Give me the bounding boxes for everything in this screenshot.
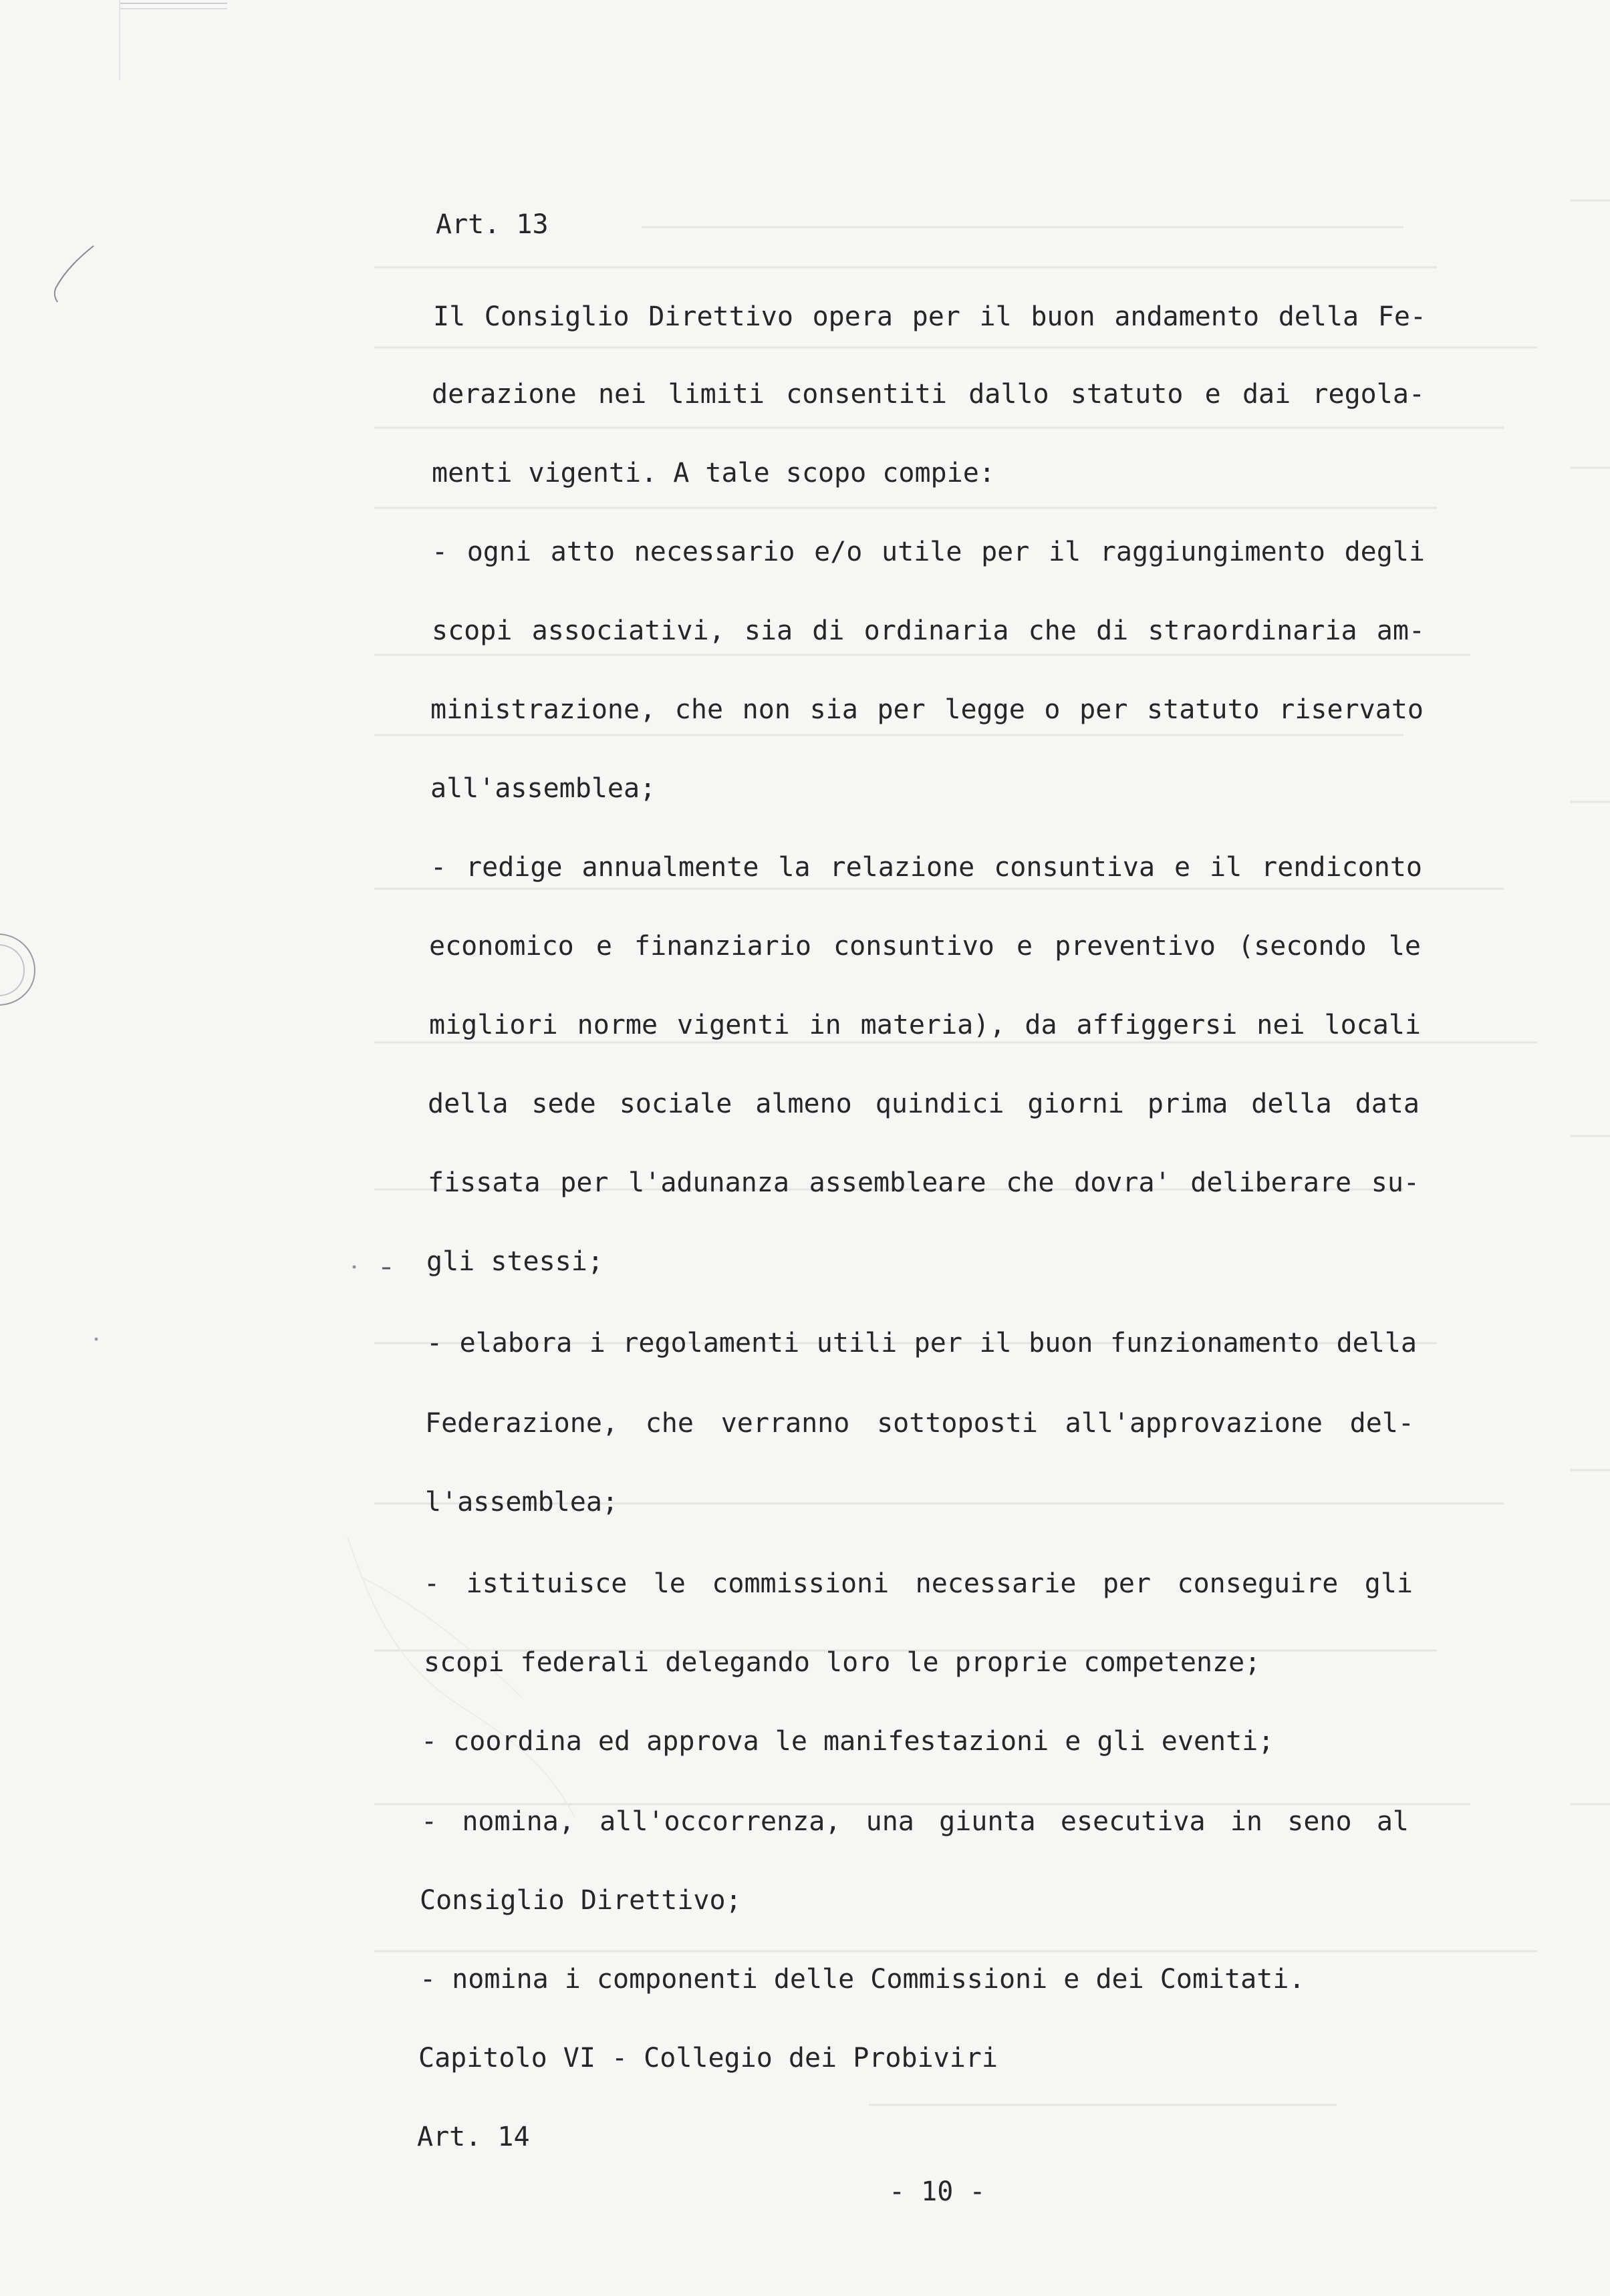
list-item-continuation: economico e finanziario consuntivo e preventivo (secondo le [429, 931, 1421, 962]
list-item-continuation: migliori norme vigenti in materia), da affiggersi nei locali [429, 1010, 1421, 1040]
list-item-continuation: scopi associativi, sia di ordinaria che di straordinaria am- [432, 615, 1425, 646]
list-item-continuation: Consiglio Direttivo; [420, 1885, 742, 1916]
list-item-continuation: Federazione, che verranno sottoposti all'approvazione del- [425, 1408, 1414, 1439]
list-item-continuation: all'assemblea; [430, 773, 656, 804]
list-item: - nomina i componenti delle Commissioni e dei Comitati. [420, 1964, 1305, 1995]
list-item-continuation: ministrazione, che non sia per legge o per statuto riservato [430, 694, 1424, 725]
list-item-continuation: scopi federali delegando loro le proprie competenze; [424, 1647, 1261, 1678]
margin-pen-mark [47, 241, 100, 307]
sheet-edge-vertical [119, 0, 120, 80]
chapter-heading: Capitolo VI - Collegio dei Probiviri [418, 2043, 998, 2073]
list-item-continuation: l'assemblea; [425, 1487, 618, 1518]
body-line: menti vigenti. A tale scopo compie: [432, 458, 995, 488]
list-item-continuation: gli stessi; [426, 1246, 603, 1277]
article-heading: Art. 14 [417, 2122, 530, 2152]
list-item: - istituisce le commissioni necessarie per conseguire gli [424, 1568, 1413, 1599]
binder-hole-mark [0, 922, 47, 1016]
sheet-edge-line [120, 3, 227, 4]
body-line: derazione nei limiti consentiti dallo statuto e dai regola- [432, 379, 1425, 410]
sheet-edge-line [120, 8, 227, 9]
margin-dot-mark [87, 1330, 107, 1350]
list-item: - nomina, all'occorrenza, una giunta esecutiva in seno al [421, 1806, 1409, 1837]
margin-dot-mark [348, 1256, 401, 1276]
list-item-continuation: della sede sociale almeno quindici giorni prima della data [428, 1089, 1420, 1119]
page-number: - 10 - [889, 2176, 986, 2207]
body-line: Il Consiglio Direttivo opera per il buon andamento della Fe- [433, 301, 1426, 332]
list-item: - elabora i regolamenti utili per il buon funzionamento della [426, 1328, 1417, 1358]
sheet-edges [0, 0, 241, 15]
article-heading: Art. 13 [436, 209, 549, 240]
list-item: - redige annualmente la relazione consuntiva e il rendiconto [430, 852, 1422, 883]
list-item: - ogni atto necessario e/o utile per il raggiungimento degli [432, 537, 1425, 567]
list-item: - coordina ed approva le manifestazioni e gli eventi; [421, 1726, 1274, 1757]
list-item-continuation: fissata per l'adunanza assembleare che dovra' deliberare su- [428, 1167, 1420, 1198]
